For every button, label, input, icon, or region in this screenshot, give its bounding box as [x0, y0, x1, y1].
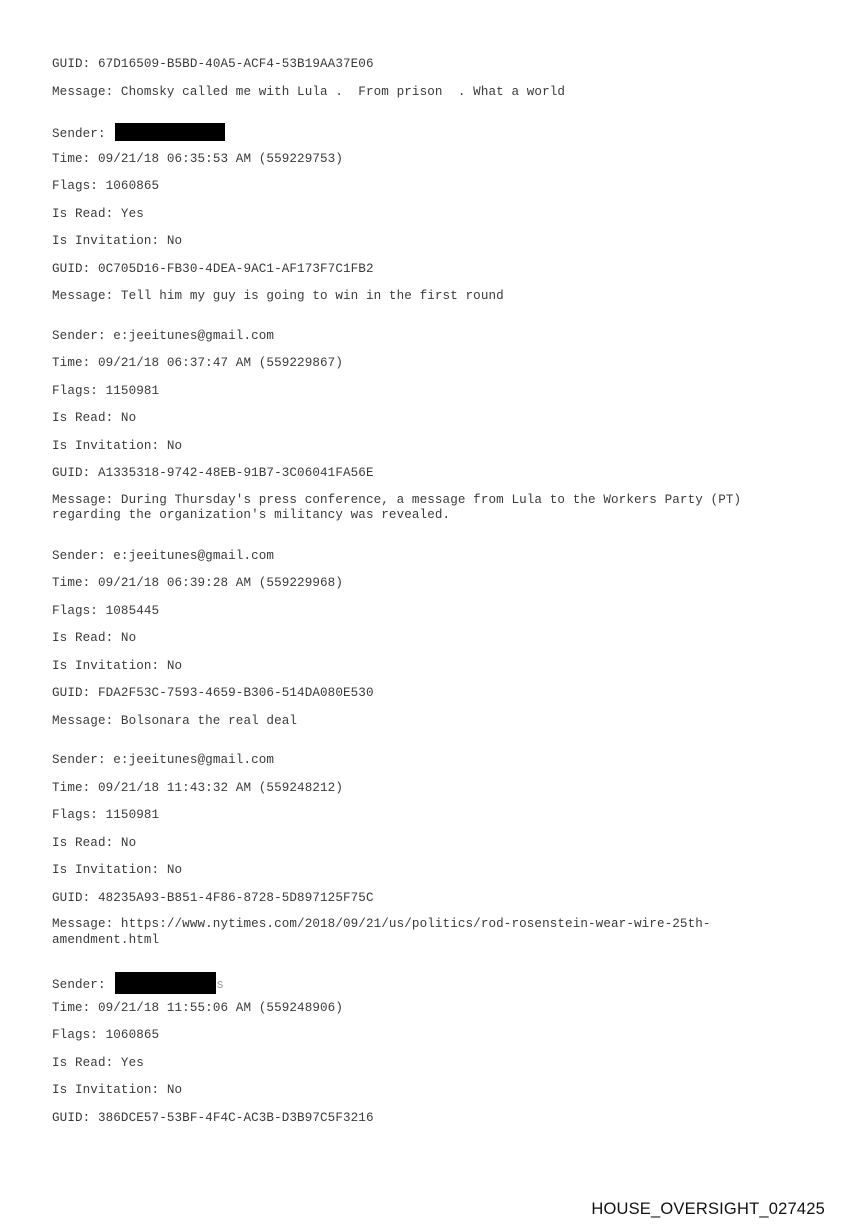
is-read-value: Yes [120, 206, 144, 221]
is-invitation-label: Is Invitation: [52, 438, 167, 453]
message-label: Message: [52, 713, 121, 728]
sender-label: Sender: [52, 753, 114, 767]
time-label: Time: [52, 356, 98, 370]
entry-gap [52, 111, 812, 123]
guid-label: GUID: [52, 686, 98, 700]
entry-gap [52, 960, 812, 972]
is-invitation-label: Is Invitation: [52, 658, 167, 673]
guid-line [52, 56, 812, 84]
message-entry [52, 56, 812, 111]
time-label: Time: [52, 780, 98, 795]
time-value: 09/21/18 06:37:47 AM (559229867) [97, 356, 343, 370]
message-line [52, 493, 792, 524]
guid-value: 48235A93-B851-4F86-8728-5D897125F75C [97, 890, 374, 905]
is-read-value: No [120, 631, 137, 645]
is-read-value: No [120, 411, 137, 425]
flags-line [52, 178, 812, 206]
time-line [52, 1000, 812, 1028]
guid-line [52, 1110, 812, 1138]
is-invitation-value: No [166, 234, 183, 248]
flags-line [52, 383, 812, 411]
flags-label: Flags: [52, 603, 106, 618]
is-read-line [52, 1055, 812, 1083]
guid-value: 67D16509-B5BD-40A5-ACF4-53B19AA37E06 [97, 57, 374, 71]
flags-label: Flags: [52, 808, 106, 822]
sender-line [52, 328, 812, 356]
flags-label: Flags: [52, 383, 106, 398]
flags-line [52, 1027, 812, 1055]
is-read-value: Yes [120, 1055, 144, 1070]
flags-line [52, 603, 812, 631]
guid-value: 0C705D16-FB30-4DEA-9AC1-AF173F7C1FB2 [97, 261, 374, 276]
is-read-line [52, 206, 812, 234]
is-invitation-value: No [166, 1083, 183, 1097]
flags-value: 1085445 [105, 603, 160, 618]
sender-label: Sender: [52, 978, 114, 992]
is-invitation-line [52, 862, 812, 890]
guid-label: GUID: [52, 466, 98, 480]
sender-label: Sender: [52, 127, 114, 141]
is-invitation-value: No [166, 863, 183, 877]
flags-label: Flags: [52, 1028, 106, 1042]
message-label: Message: [52, 917, 121, 931]
entry-gap [52, 740, 812, 752]
flags-value: 1150981 [105, 808, 160, 822]
message-entry [52, 123, 812, 316]
message-label: Message: [52, 492, 121, 507]
guid-label: GUID: [52, 261, 98, 276]
time-label: Time: [52, 151, 98, 166]
entry-gap [52, 536, 812, 548]
flags-line [52, 807, 812, 835]
time-line [52, 355, 812, 383]
flags-value: 1060865 [105, 179, 160, 193]
bates-number: HOUSE_OVERSIGHT_027425 [591, 1200, 825, 1218]
is-read-line [52, 410, 812, 438]
flags-value: 1060865 [105, 1028, 160, 1042]
is-invitation-line [52, 233, 812, 261]
sender-line [52, 548, 812, 576]
is-invitation-line [52, 1082, 812, 1110]
sender-trailing-char: s [216, 978, 224, 992]
is-read-label: Is Read: [52, 206, 121, 221]
sender-line [52, 123, 812, 151]
is-read-value: No [120, 835, 137, 850]
message-entry [52, 328, 812, 524]
flags-label: Flags: [52, 179, 106, 193]
message-line [52, 917, 792, 948]
is-read-label: Is Read: [52, 1055, 121, 1070]
message-entry [52, 752, 812, 948]
message-link: https://www.nytimes.com/2018/09/21/us/politics/rod-rosenstein-wear-wire-25th-amendment.html [52, 917, 711, 947]
message-label: Message: [52, 289, 121, 303]
message-value: Tell him my guy is going to win in the first round [120, 289, 504, 303]
is-invitation-value: No [166, 438, 183, 453]
message-value: Chomsky called me with Lula . From prison . What a world [120, 84, 566, 99]
guid-value: A1335318-9742-48EB-91B7-3C06041FA56E [97, 466, 374, 480]
time-label: Time: [52, 576, 98, 590]
flags-value: 1150981 [105, 383, 160, 398]
time-line [52, 575, 812, 603]
is-read-label: Is Read: [52, 411, 121, 425]
time-value: 09/21/18 06:35:53 AM (559229753) [97, 151, 343, 166]
is-invitation-value: No [166, 658, 183, 673]
time-value: 09/21/18 11:43:32 AM (559248212) [97, 780, 343, 795]
time-line [52, 780, 812, 808]
sender-label: Sender: [52, 548, 114, 563]
is-read-line [52, 835, 812, 863]
guid-line [52, 685, 812, 713]
message-log-page [52, 56, 812, 1137]
guid-label: GUID: [52, 57, 98, 71]
time-value: 09/21/18 11:55:06 AM (559248906) [97, 1000, 343, 1015]
message-line [52, 288, 812, 316]
guid-value: 386DCE57-53BF-4F4C-AC3B-D3B97C5F3216 [97, 1110, 374, 1125]
redaction-box [115, 972, 216, 994]
guid-line [52, 261, 812, 289]
sender-value: e:jeeitunes@gmail.com [113, 548, 275, 563]
guid-label: GUID: [52, 1110, 98, 1125]
message-line [52, 84, 812, 112]
time-line [52, 151, 812, 179]
message-line [52, 713, 812, 741]
is-invitation-label: Is Invitation: [52, 234, 167, 248]
message-label: Message: [52, 84, 121, 99]
sender-value: e:jeeitunes@gmail.com [113, 328, 275, 343]
is-invitation-line [52, 438, 812, 466]
is-invitation-label: Is Invitation: [52, 863, 167, 877]
message-entry [52, 972, 812, 1137]
message-entry [52, 548, 812, 741]
is-read-label: Is Read: [52, 631, 121, 645]
message-value: During Thursday's press conference, a message from Lula to the Workers Party (PT) regarding the organization's militancy was revealed. [52, 492, 749, 522]
redaction-box [115, 123, 225, 141]
guid-label: GUID: [52, 890, 98, 905]
time-label: Time: [52, 1000, 98, 1015]
is-read-line [52, 630, 812, 658]
is-invitation-label: Is Invitation: [52, 1083, 167, 1097]
is-invitation-line [52, 658, 812, 686]
time-value: 09/21/18 06:39:28 AM (559229968) [97, 576, 343, 590]
guid-line [52, 890, 812, 918]
is-read-label: Is Read: [52, 835, 121, 850]
sender-line [52, 752, 812, 780]
guid-value: FDA2F53C-7593-4659-B306-514DA080E530 [97, 686, 374, 700]
guid-line [52, 465, 812, 493]
sender-value: e:jeeitunes@gmail.com [113, 753, 275, 767]
message-value: Bolsonara the real deal [120, 713, 298, 728]
sender-line [52, 972, 812, 1000]
sender-label: Sender: [52, 328, 114, 343]
entry-gap [52, 316, 812, 328]
